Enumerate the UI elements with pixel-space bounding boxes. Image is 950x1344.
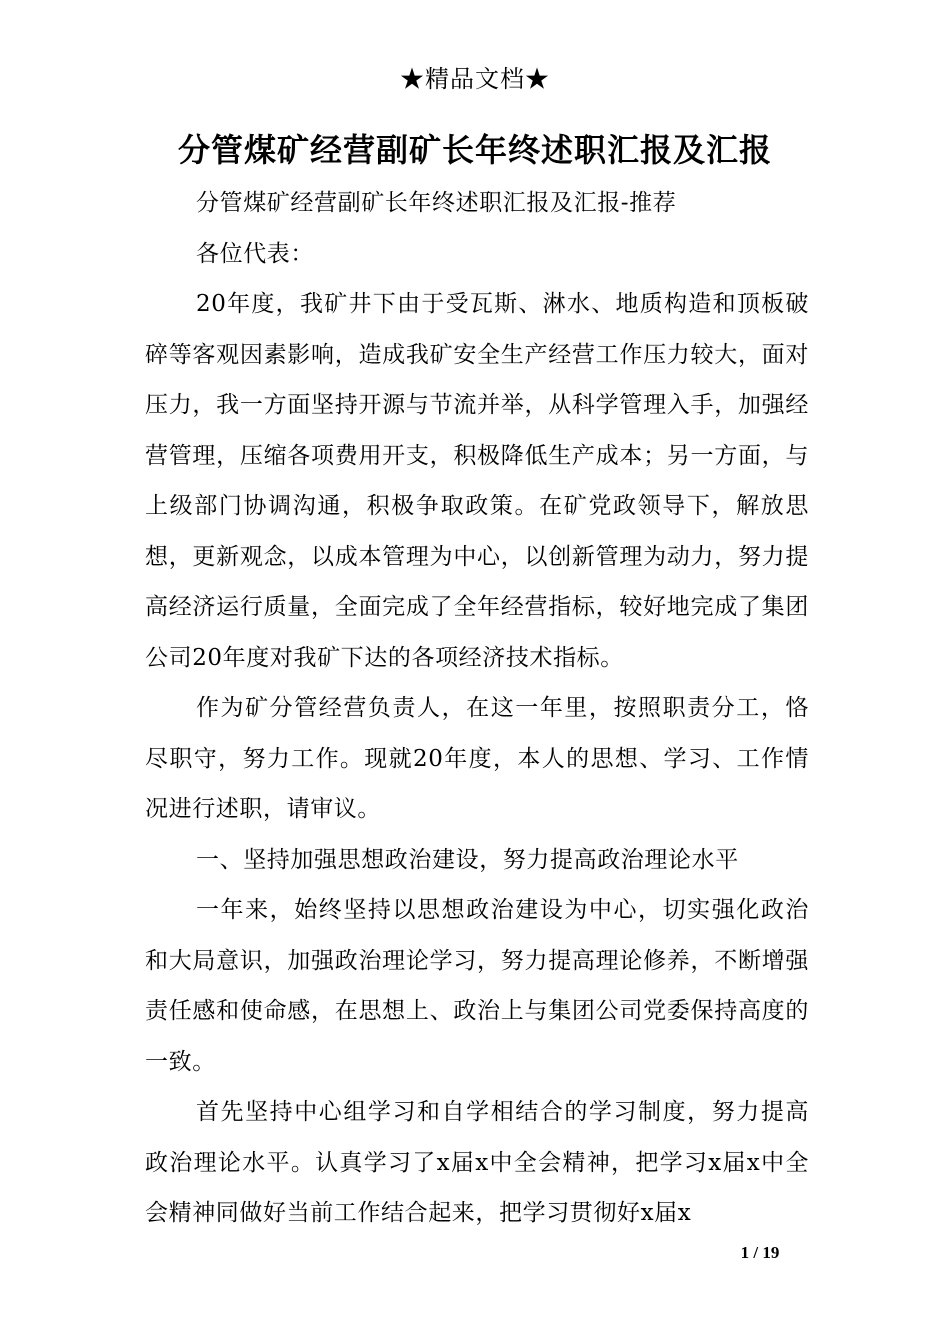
paragraph-salutation: 各位代表： — [196, 240, 314, 267]
document-body — [145, 178, 809, 1239]
paragraph: 作为矿分管经营负责人，在这一年里，按照职责分工，恪尽职守，努力工作。现就20年度，本人的思想、学习、工作情况进行述职，请审议。 — [145, 695, 809, 822]
paragraph: 首先坚持中心组学习和自学相结合的学习制度，努力提高政治理论水平。认真学习了x届x中全会精神，把学习x届x中全会精神同做好当前工作结合起来，把学习贯彻好x届x — [145, 1099, 809, 1226]
paragraph: 一年来，始终坚持以思想政治建设为中心，切实强化政治和大局意识，加强政治理论学习，努力提高理论修养，不断增强责任感和使命感，在思想上、政治上与集团公司党委保持高度的一致。 — [145, 897, 809, 1075]
paragraph: 20年度，我矿井下由于受瓦斯、淋水、地质构造和顶板破碎等客观因素影响，造成我矿安全生产经营工作压力较大，面对压力，我一方面坚持开源与节流并举，从科学管理入手，加强经营管理，压缩各项费用开支，积极降低生产成本；另一方面，与上级部门协调沟通，积极争取政策。在矿党政领导下，解放思想，更新观念，以成本管理为中心，以创新管理为动力，努力提高经济运行质量，全面完成了全年经营指标，较好地完成了集团公司20年度对我矿下达的各项经济技术指标。 — [145, 291, 809, 671]
section-heading: 一、坚持加强思想政治建设，努力提高政治理论水平 — [196, 846, 739, 873]
document-title: 分管煤矿经营副矿长年终述职汇报及汇报 — [177, 131, 772, 169]
page-number: 1 / 19 — [740, 1243, 780, 1262]
paragraph-subtitle: 分管煤矿经营副矿长年终述职汇报及汇报-推荐 — [196, 190, 677, 216]
page-header: ★精品文档★ — [400, 65, 550, 93]
